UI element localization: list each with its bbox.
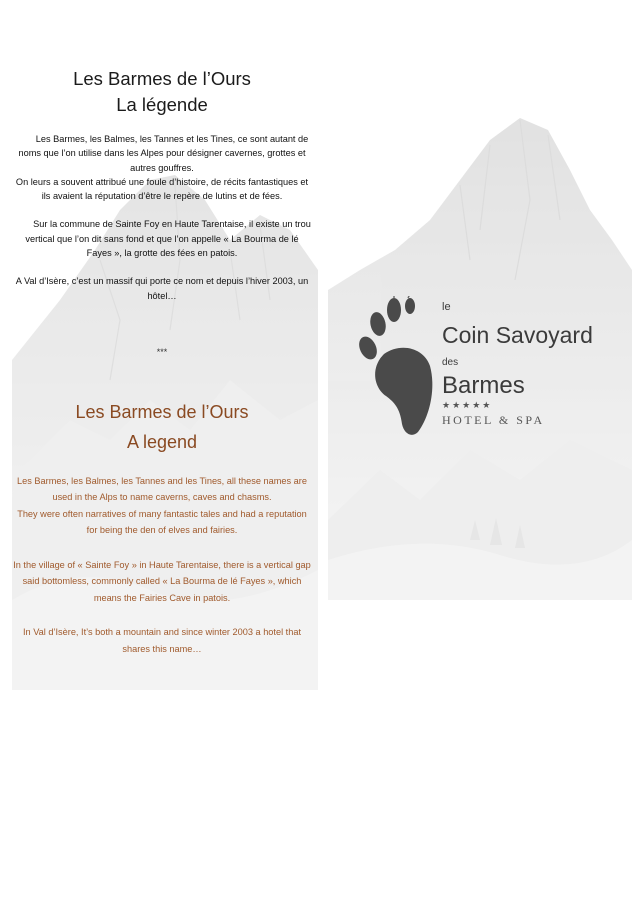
hotel-logo (356, 296, 616, 446)
english-paragraph-4: In Val d’Isère, It’s both a mountain and since winter 2003 a hotel that shares this name… (22, 627, 301, 654)
french-title-line1: Les Barmes de l’Ours (73, 68, 251, 89)
logo-coin-savoyard: Coin Savoyard (442, 322, 593, 348)
french-title-line2: La légende (116, 94, 208, 115)
bear-paw-icon (356, 296, 436, 436)
left-column (12, 60, 312, 673)
french-paragraph-1: Les Barmes, les Balmes, les Tannes et les Tines, ce sont autant de noms que l’on utilise dans les Alpes pour désigner cavernes, grottes et autres gouffres. (18, 134, 309, 173)
english-title-line2: A legend (126, 431, 198, 452)
french-paragraph-3: Sur la commune de Sainte Foy en Haute Tarentaise, il existe un trou vertical que l’on dit sans fond et que l’on appelle « La Bourma de lé Fayes », la grotte des fées en patois. (25, 219, 311, 259)
logo-barmes: Barmes (442, 372, 525, 399)
logo-stars: ★★★★★ (442, 400, 493, 410)
english-title (12, 397, 312, 457)
logo-text (442, 300, 593, 428)
english-paragraph-3: In the village of « Sainte Foy » in Haute Tarentaise, there is a vertical gap said bottomless, commonly called « La Bourma de lé Fayes », which means the Fairies Cave in patois. (13, 559, 311, 603)
logo-le: le (442, 301, 451, 313)
english-paragraph-2: They were often narratives of many fantastic tales and had a reputation for being the den of elves and fairies. (17, 508, 307, 536)
separator: *** (156, 346, 168, 357)
french-body (12, 132, 312, 303)
french-paragraph-4: A Val d’Isère, c’est un massif qui porte ce nom et depuis l’hiver 2003, un hôtel… (15, 276, 309, 301)
english-body (12, 473, 312, 658)
french-title (12, 66, 312, 118)
english-title-line1: Les Barmes de l’Ours (75, 401, 249, 422)
english-paragraph-1: Les Barmes, les Balmes, les Tannes and les Tines, all these names are used in the Alps to name caverns, caves and chasms. (17, 475, 307, 503)
logo-hotel-spa: HOTEL & SPA (442, 413, 545, 427)
french-paragraph-2: On leurs a souvent attribué une foule d’histoire, de récits fantastiques et ils avaient la réputation d’être le repère de lutins et de fées. (15, 176, 309, 202)
logo-des: des (442, 357, 459, 368)
